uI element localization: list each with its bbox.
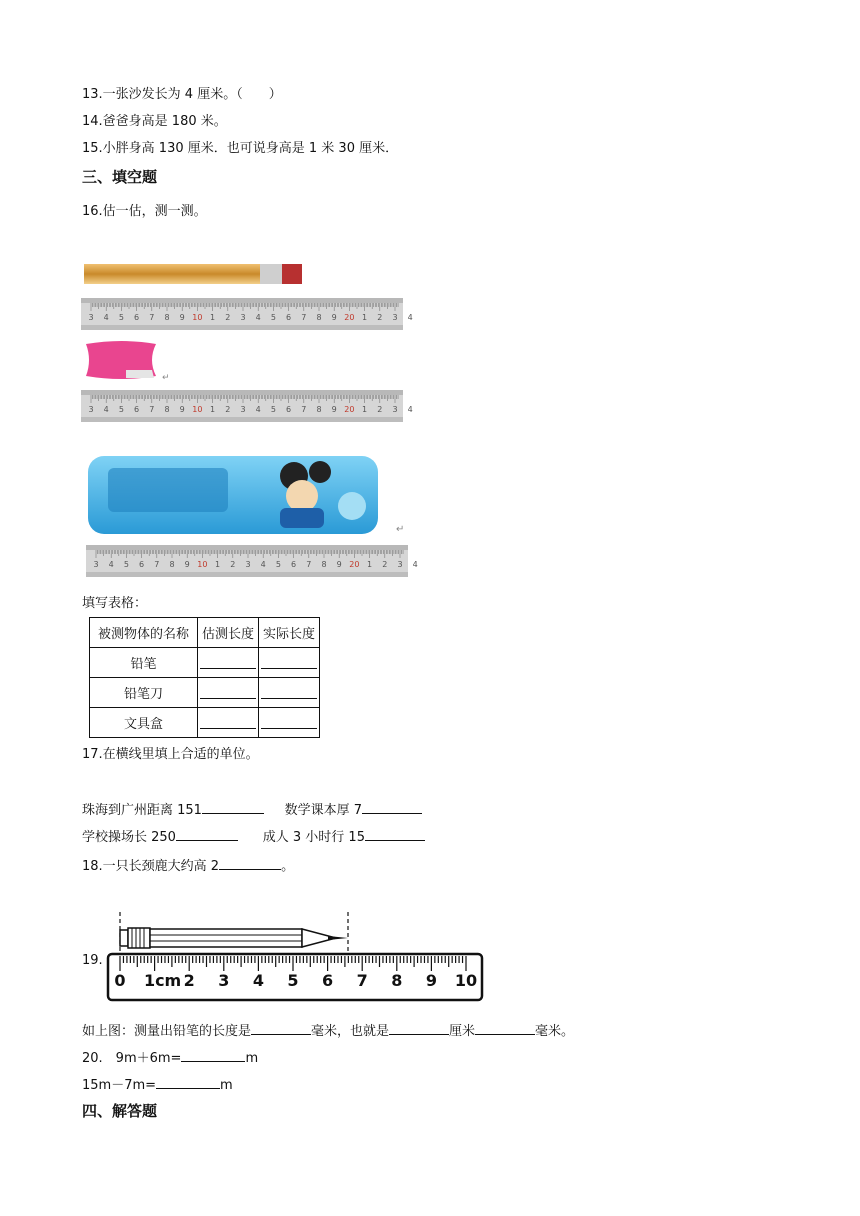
ruler-tick-label: 10	[192, 405, 203, 414]
answer-blank[interactable]	[475, 1021, 535, 1035]
ruler-tick-label: 3	[240, 405, 246, 414]
answer-blank[interactable]	[259, 648, 320, 678]
ruler-tick-label: 5	[118, 405, 124, 414]
ruler-tick-label: 8	[316, 313, 322, 322]
pencil-box-image	[84, 450, 409, 540]
sharpener-image	[82, 338, 178, 384]
ruler-tick-label: 8	[164, 313, 170, 322]
ruler-tick-label: 4	[103, 405, 109, 414]
answer-blank[interactable]	[181, 1048, 245, 1062]
ruler-tick-label: 7	[306, 560, 312, 569]
q17-line-2	[82, 827, 425, 847]
ruler-label: 0	[114, 971, 126, 990]
answer-blank[interactable]	[219, 856, 281, 870]
ruler-tick-label: 6	[286, 313, 292, 322]
ruler-tick-label: 8	[316, 405, 322, 414]
question-17: 17.在横线里填上合适的单位。	[82, 747, 259, 762]
q17-item: 成人 3 小时行 15	[262, 830, 365, 845]
ruler-tick-label: 6	[286, 405, 292, 414]
ruler-tick-label: 9	[179, 313, 185, 322]
answer-blank[interactable]	[362, 800, 422, 814]
ruler-tick-label: 7	[149, 405, 155, 414]
table-row-label: 铅笔	[90, 648, 198, 678]
ruler-tick-label: 6	[134, 313, 140, 322]
ruler-tick-label: 1	[362, 405, 368, 414]
table-row-label: 铅笔刀	[90, 678, 198, 708]
ruler-tick-label: 6	[139, 560, 145, 569]
answer-blank[interactable]	[156, 1075, 220, 1089]
ruler-tick-label: 3	[397, 560, 403, 569]
ruler-2	[81, 390, 413, 422]
ruler-tick-label: 8	[321, 560, 327, 569]
table-row	[90, 678, 320, 708]
ruler-tick-label: 7	[301, 313, 307, 322]
answer-blank[interactable]	[365, 827, 425, 841]
answer-blank[interactable]	[176, 827, 238, 841]
ruler-tick-label: 4	[108, 560, 114, 569]
ruler-tick-label: 20	[344, 405, 355, 414]
ruler-tick-label: 5	[270, 405, 276, 414]
ruler-tick-label: 4	[407, 313, 413, 322]
answer-blank[interactable]	[259, 678, 320, 708]
ruler-tick-label: 2	[377, 313, 383, 322]
ruler-tick-label: 2	[382, 560, 388, 569]
fill-table-intro: 填写表格：	[82, 596, 148, 611]
q20-unit: m	[220, 1078, 233, 1093]
q17-item: 学校操场长 250	[82, 830, 176, 845]
ruler-label: 2	[183, 971, 195, 990]
question-16: 16.估一估，测一测。	[82, 204, 207, 219]
question-13: 13.一张沙发长为 4 厘米。（ ）	[82, 87, 282, 102]
section-3-heading: 三、填空题	[82, 168, 158, 186]
ruler-3	[86, 545, 418, 577]
question-15: 15.小胖身高 130 厘米．也可说身高是 1 米 30 厘米．	[82, 141, 399, 156]
q19-text: 厘米	[449, 1024, 476, 1039]
ruler-label: 5	[287, 971, 299, 990]
q17-item: 珠海到广州距离 151	[82, 803, 202, 818]
ruler-tick-label: 10	[192, 313, 203, 322]
ruler-tick-label: 6	[134, 405, 140, 414]
question-14: 14.爸爸身高是 180 米。	[82, 114, 227, 129]
ruler-tick-label: 10	[197, 560, 208, 569]
q18-end: 。	[281, 859, 295, 874]
pencil-image	[84, 262, 306, 286]
question-20-line-2	[82, 1075, 233, 1095]
ruler-label: 9	[425, 971, 437, 990]
ruler-label: 8	[391, 971, 403, 990]
q20-expr: 20. 9m＋6m=	[82, 1051, 182, 1066]
q17-line-1	[82, 800, 422, 820]
table-row-label: 文具盒	[90, 708, 198, 738]
svg-text:↵: ↵	[162, 373, 170, 383]
ruler-label: 4	[252, 971, 264, 990]
ruler-tick-label: 5	[275, 560, 281, 569]
ruler-tick-label: 9	[331, 405, 337, 414]
ruler-tick-label: 3	[88, 405, 94, 414]
ruler-label: 3	[218, 971, 230, 990]
q19-text: 毫米。	[535, 1024, 575, 1039]
answer-blank[interactable]	[251, 1021, 311, 1035]
table-row	[90, 648, 320, 678]
answer-blank[interactable]	[198, 648, 259, 678]
ruler-tick-label: 9	[184, 560, 190, 569]
ruler-tick-label: 5	[118, 313, 124, 322]
ruler-tick-label: 3	[93, 560, 99, 569]
ruler-1	[81, 298, 413, 330]
ruler-tick-label: 3	[245, 560, 251, 569]
ruler-tick-label: 1	[362, 313, 368, 322]
ruler-tick-label: 8	[169, 560, 175, 569]
ruler-tick-label: 9	[331, 313, 337, 322]
ruler-tick-label: 20	[344, 313, 355, 322]
ruler-tick-label: 2	[225, 313, 231, 322]
answer-blank[interactable]	[198, 708, 259, 738]
ruler-tick-label: 4	[255, 313, 261, 322]
table-header: 估测长度	[198, 618, 259, 648]
ruler-tick-label: 8	[164, 405, 170, 414]
ruler-tick-label: 4	[260, 560, 266, 569]
q17-item: 数学课本厚 7	[284, 803, 363, 818]
ruler-tick-label: 20	[349, 560, 360, 569]
ruler-tick-label: 5	[123, 560, 129, 569]
ruler-tick-label: 7	[154, 560, 160, 569]
ruler-tick-label: 2	[377, 405, 383, 414]
q20-unit: m	[245, 1051, 259, 1066]
question-20-line-1	[82, 1048, 258, 1068]
ruler-tick-label: 4	[103, 313, 109, 322]
ruler-tick-label: 1	[210, 313, 216, 322]
answer-blank[interactable]	[198, 678, 259, 708]
fill-table	[89, 617, 320, 738]
ruler-tick-label: 2	[225, 405, 231, 414]
ruler-label: 7	[356, 971, 368, 990]
ruler-tick-label: 1	[215, 560, 221, 569]
ruler-tick-label: 1	[210, 405, 216, 414]
ruler-label: 6	[322, 971, 334, 990]
svg-text:↵: ↵	[396, 524, 405, 535]
ruler-tick-label: 7	[301, 405, 307, 414]
ruler-tick-label: 6	[291, 560, 297, 569]
table-row	[90, 708, 320, 738]
ruler-tick-label: 1	[367, 560, 373, 569]
question-19-label: 19.	[82, 953, 103, 968]
answer-blank[interactable]	[202, 800, 264, 814]
ruler-tick-label: 3	[88, 313, 94, 322]
ruler-tick-label: 3	[240, 313, 246, 322]
section-4-heading: 四、解答题	[82, 1102, 158, 1120]
answer-blank[interactable]	[389, 1021, 449, 1035]
ruler-label: 10	[454, 971, 478, 990]
ruler-tick-label: 4	[412, 560, 418, 569]
ruler-tick-label: 4	[255, 405, 261, 414]
ruler-tick-label: 9	[179, 405, 185, 414]
q18-text: 18.一只长颈鹿大约高 2	[82, 859, 220, 874]
ruler-tick-label: 4	[407, 405, 413, 414]
table-header: 被测物体的名称	[90, 618, 198, 648]
answer-blank[interactable]	[259, 708, 320, 738]
table-header: 实际长度	[259, 618, 320, 648]
q20-expr: 15m－7m=	[82, 1078, 157, 1093]
q19-text: 毫米，也就是	[311, 1024, 390, 1039]
question-18	[82, 856, 294, 876]
ruler-tick-label: 9	[336, 560, 342, 569]
ruler-tick-label: 3	[392, 405, 398, 414]
ruler-tick-label: 7	[149, 313, 155, 322]
ruler-tick-label: 3	[392, 313, 398, 322]
q19-text: 如上图：测量出铅笔的长度是	[82, 1024, 252, 1039]
table-header-row	[90, 618, 320, 648]
ruler-tick-label: 2	[230, 560, 236, 569]
question-19-text	[82, 1021, 574, 1041]
ruler-tick-label: 5	[270, 313, 276, 322]
pencil-ruler-figure	[104, 908, 488, 1006]
ruler-label: 1cm	[143, 971, 182, 990]
